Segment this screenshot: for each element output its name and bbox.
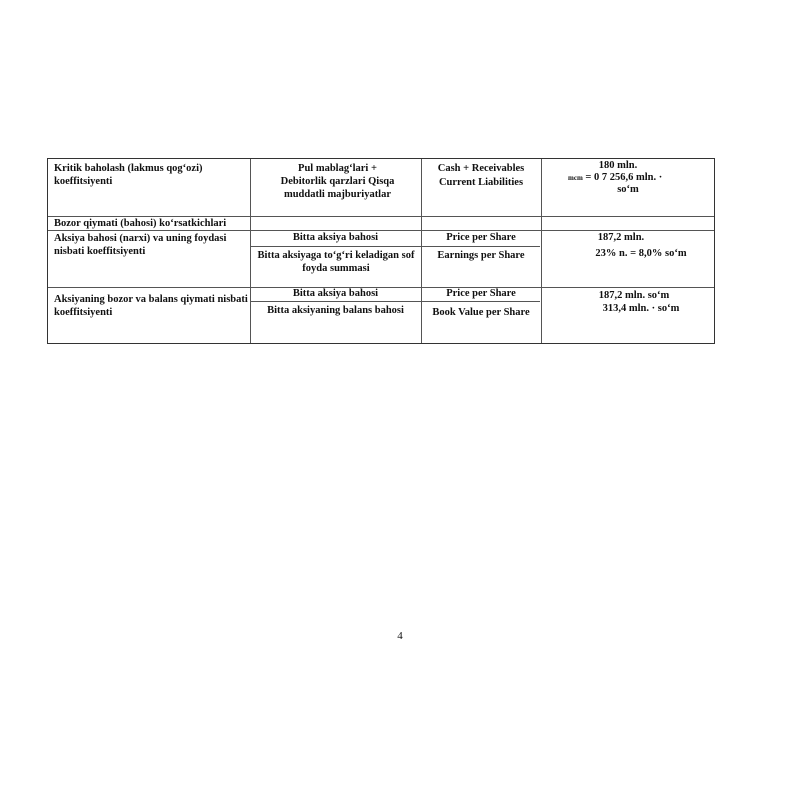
value-unit: so‘m <box>617 184 639 195</box>
ratio-name: Kritik baholash (lakmus qog‘ozi) koeffitsiyenti <box>54 163 203 187</box>
formula-uz-denominator: Bitta aksiyaga to‘g‘ri keladigan sof foyda summasi <box>257 250 415 274</box>
value-expression: = 0 7 256,6 mln. · <box>585 172 663 183</box>
value-line: 23% n. = 8,0% so‘m <box>595 248 687 259</box>
formula-en-denominator: Book Value per Share <box>432 307 530 318</box>
value-line: 180 mln. <box>598 160 638 171</box>
formula-en-denominator: Earnings per Share <box>437 250 525 261</box>
formula-en-denominator: Current Liabilities <box>438 177 524 188</box>
value-line: 313,4 mln. · so‘m <box>602 303 680 314</box>
value-line: 187,2 mln. so‘m <box>598 290 670 301</box>
fraction-divider <box>250 301 540 302</box>
formula-uz-numerator: Bitta aksiya bahosi <box>292 232 379 243</box>
formula-uz-numerator: Bitta aksiya bahosi <box>292 288 379 299</box>
formula-en-numerator: Cash + Receivables <box>437 163 525 174</box>
fraction-divider <box>250 246 540 247</box>
formula-en-numerator: Price per Share <box>446 232 516 243</box>
page-number: 4 <box>397 630 403 642</box>
formula-uz: Pul mablag‘lari + Debitorlik qarzlari Qisqa muddatli majburiyatlar <box>280 163 395 200</box>
ratio-name: Aksiyaning bozor va balans qiymati nisbati koeffitsiyenti <box>54 294 248 318</box>
value-line: 187,2 mln. <box>597 232 645 243</box>
value-prefix: mcm <box>568 174 583 182</box>
formula-en-numerator: Price per Share <box>446 288 516 299</box>
section-header: Bozor qiymati (bahosi) ko‘rsatkichlari <box>54 218 227 229</box>
formula-uz-denominator: Bitta aksiyaning balans bahosi <box>267 305 404 316</box>
ratio-name: Aksiya bahosi (narxi) va uning foydasi nisbati koeffitsiyenti <box>54 233 227 257</box>
ratio-table <box>47 158 715 344</box>
